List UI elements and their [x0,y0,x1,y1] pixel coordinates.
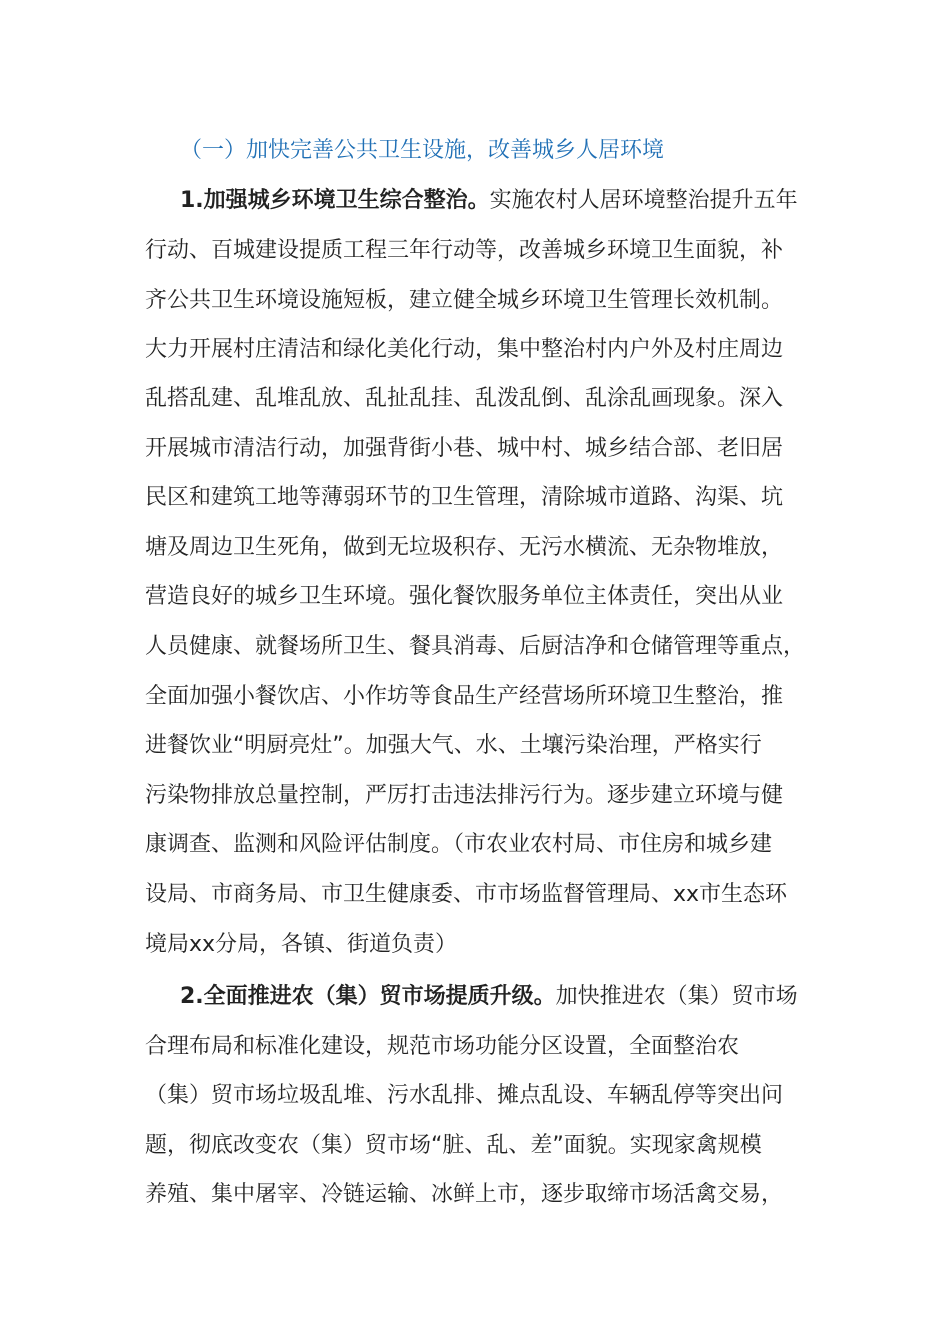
item2-line: 合理布局和标准化建设，规范市场功能分区设置，全面整治农 [145,1034,740,1059]
item2-line: 题，彻底改变农（集）贸市场“脏、乱、差”面貌。实现家禽规模 [145,1133,762,1158]
item2-line: 养殖、集中屠宰、冷链运输、冰鲜上市，逐步取缔市场活禽交易， [145,1182,784,1207]
item1-first-line [180,184,820,218]
item1-line: 全面加强小餐饮店、小作坊等食品生产经营场所环境卫生整治，推 [145,684,784,709]
item1-line: 实施农村人居环境整治提升五年 [489,188,798,213]
item1-line: 康调查、监测和风险评估制度。（市农业农村局、市住房和城乡建 [145,832,773,857]
item1-line: 行动、百城建设提质工程三年行动等，改善城乡环境卫生面貌，补 [145,238,784,263]
item1-line: 境局xx分局，各镇、街道负责） [145,932,458,957]
item1-line: 大力开展村庄清洁和绿化美化行动，集中整治村内户外及村庄周边 [145,337,784,362]
item1-line: 营造良好的城乡卫生环境。强化餐饮服务单位主体责任，突出从业 [145,584,784,609]
item1-line: 进餐饮业“明厨亮灶”。加强大气、水、土壤污染治理，严格实行 [145,733,762,758]
item1-line: 人员健康、就餐场所卫生、餐具消毒、后厨洁净和仓储管理等重点， [145,634,806,659]
item1-line: 齐公共卫生环境设施短板，建立健全城乡环境卫生管理长效机制。 [145,288,784,313]
section-heading: （一）加快完善公共卫生设施，改善城乡人居环境 [180,138,665,163]
item2-title: 2.全面推进农（集）贸市场提质升级。 [180,984,556,1009]
item1-line: 乱搭乱建、乱堆乱放、乱扯乱挂、乱泼乱倒、乱涂乱画现象。深入 [145,386,784,411]
item1-line: 开展城市清洁行动，加强背街小巷、城中村、城乡结合部、老旧居 [145,436,784,461]
item2-line: （集）贸市场垃圾乱堆、污水乱排、摊点乱设、车辆乱停等突出问 [145,1083,784,1108]
item1-line: 民区和建筑工地等薄弱环节的卫生管理，清除城市道路、沟渠、坑 [145,485,784,510]
item1-line: 污染物排放总量控制，严厉打击违法排污行为。逐步建立环境与健 [145,783,784,808]
item1-title: 1.加强城乡环境卫生综合整治。 [180,188,490,213]
item1-line: 塘及周边卫生死角，做到无垃圾积存、无污水横流、无杂物堆放， [145,535,784,560]
item1-line: 设局、市商务局、市卫生健康委、市市场监督管理局、xx市生态环 [145,882,788,907]
item2-line: 加快推进农（集）贸市场 [555,984,798,1009]
item2-first-line [180,980,820,1014]
